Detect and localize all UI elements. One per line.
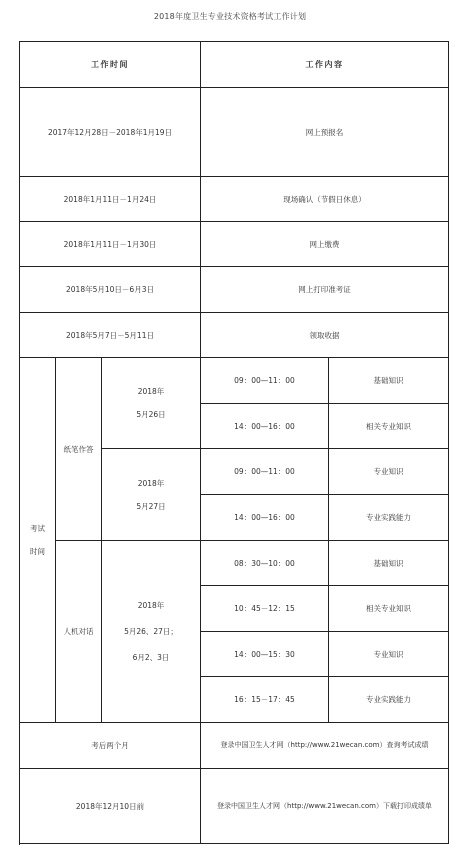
date-line: 5月26、27日； <box>124 626 178 636</box>
exam-label <box>20 358 56 723</box>
row-time: 2018年12月10日前 <box>20 769 201 844</box>
exam-label-line1: 考试 <box>30 524 45 533</box>
header-time: 工作时间 <box>20 42 201 88</box>
row-time: 2018年5月7日－5月11日 <box>20 313 201 358</box>
paper-mode-label: 纸笔作答 <box>56 358 102 541</box>
session-subject: 专业实践能力 <box>329 495 449 541</box>
date-line: 2018年 <box>137 387 165 396</box>
row-content: 登录中国卫生人才网（http://www.21wecan.com）下载打印成绩单 <box>201 769 449 844</box>
session-subject: 基础知识 <box>329 541 449 586</box>
row-content: 网上缴费 <box>201 222 449 267</box>
session-subject: 专业知识 <box>329 449 449 495</box>
session-subject: 相关专业知识 <box>329 404 449 449</box>
session-time: 09：00—11：00 <box>201 449 329 495</box>
date-line: 2018年 <box>137 478 165 488</box>
computer-mode-label: 人机对话 <box>56 541 102 723</box>
row-content: 现场确认（节假日休息） <box>201 177 449 222</box>
session-time: 14：00—16：00 <box>201 404 329 449</box>
row-time: 2018年1月11日－1月30日 <box>20 222 201 267</box>
paper-day1-date <box>102 358 201 449</box>
session-time: 16：15－17：45 <box>201 677 329 723</box>
session-time: 09：00—11：00 <box>201 358 329 404</box>
header-content: 工作内容 <box>201 42 449 88</box>
row-content: 网上预报名 <box>201 88 449 177</box>
row-content: 登录中国卫生人才网（http://www.21wecan.com）查询考试成绩 <box>201 723 449 769</box>
session-time: 14：00—15：30 <box>201 632 329 677</box>
row-content: 领取收据 <box>201 313 449 358</box>
session-subject: 专业知识 <box>329 632 449 677</box>
session-subject: 相关专业知识 <box>329 586 449 632</box>
row-time: 2018年1月11日－1月24日 <box>20 177 201 222</box>
date-line: 6月2、3日 <box>132 652 170 662</box>
session-time: 08：30—10：00 <box>201 541 329 586</box>
session-subject: 基础知识 <box>329 358 449 404</box>
schedule-table <box>19 41 449 845</box>
exam-label-line2: 时间 <box>30 547 45 556</box>
session-time: 10：45－12：15 <box>201 586 329 632</box>
row-time: 2017年12月28日－2018年1月19日 <box>20 88 201 177</box>
computer-date <box>102 541 201 723</box>
row-content: 网上打印准考证 <box>201 267 449 313</box>
row-time: 2018年5月10日－6月3日 <box>20 267 201 313</box>
date-line: 5月27日 <box>136 501 166 511</box>
date-line: 2018年 <box>137 600 165 610</box>
session-time: 14：00—16：00 <box>201 495 329 541</box>
row-time: 考后两个月 <box>20 723 201 769</box>
session-subject: 专业实践能力 <box>329 677 449 723</box>
date-line: 5月26日 <box>136 410 166 419</box>
document-title: 2018年度卫生专业技术资格考试工作计划 <box>153 12 307 21</box>
paper-day2-date <box>102 449 201 541</box>
